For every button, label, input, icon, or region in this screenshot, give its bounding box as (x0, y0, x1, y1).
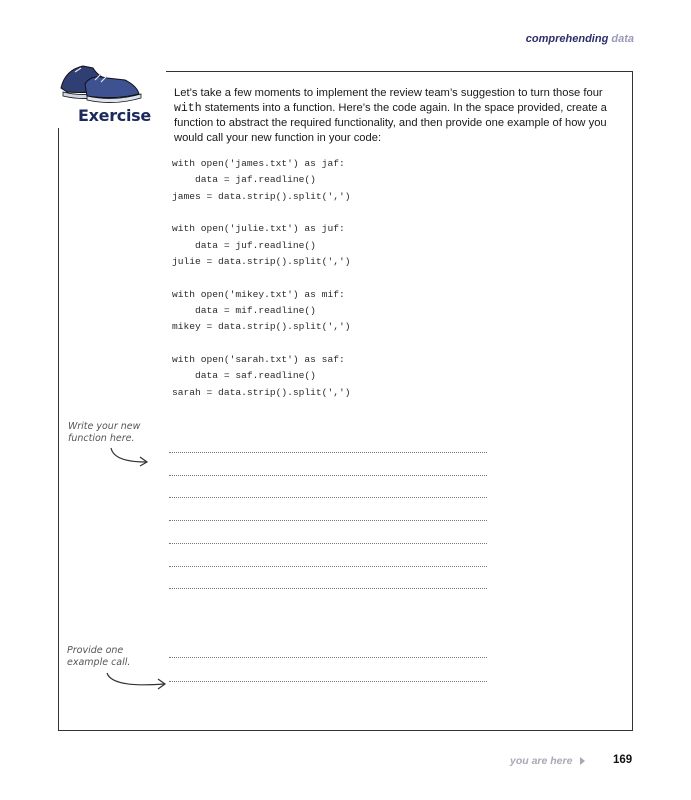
answer-line[interactable] (169, 543, 487, 544)
instructions-code-word: with (174, 102, 202, 115)
instructions-part-1: Let’s take a few moments to implement the review team’s suggestion to turn those four (174, 87, 603, 99)
answer-line[interactable] (169, 452, 487, 453)
answer-line[interactable] (169, 520, 487, 521)
example-call-line[interactable] (169, 657, 487, 658)
code-line: data = mif.readline() (172, 305, 316, 317)
answer-line[interactable] (169, 566, 487, 567)
page-number: 169 (613, 754, 633, 766)
code-line: with open('james.txt') as jaf: (172, 158, 345, 169)
function-note-line-1: Write your new (68, 421, 141, 432)
chapter-header-bold: comprehending (525, 33, 609, 45)
code-line: mikey = data.strip().split(',') (172, 321, 351, 333)
exercise-label: Exercise (78, 106, 151, 125)
code-line: with open('mikey.txt') as mif: (172, 288, 345, 300)
curved-arrow-icon (104, 670, 170, 692)
function-note-line-2: function here. (68, 433, 135, 444)
you-are-here-label: you are here (510, 755, 573, 767)
example-call-note (67, 645, 130, 669)
code-line: julie = data.strip().split(',') (172, 255, 351, 267)
right-triangle-icon (580, 757, 585, 765)
instructions-part-2: statements into a function. Here’s the code again. In the space provided, create a function to abstract the required functionality, and then provide one example of how you would call your new function in your code: (174, 102, 607, 144)
code-line: with open('sarah.txt') as saf: (172, 354, 345, 366)
function-note (68, 421, 140, 445)
code-line: sarah = data.strip().split(',') (172, 386, 351, 398)
example-call-note-line-1: Provide one (67, 645, 124, 656)
code-listing (172, 156, 350, 401)
answer-line[interactable] (169, 588, 487, 589)
code-line: data = saf.readline() (172, 370, 316, 382)
chapter-header (526, 33, 634, 45)
answer-line[interactable] (169, 475, 487, 476)
example-call-note-line-2: example call. (67, 657, 131, 668)
answer-line[interactable] (169, 497, 487, 498)
code-line: james = data.strip().split(',') (172, 190, 351, 202)
code-line: with open('julie.txt') as juf: (172, 223, 345, 235)
running-shoes-icon (55, 58, 145, 108)
chapter-header-light: data (611, 33, 634, 45)
code-line: data = jaf.readline() (172, 174, 316, 186)
exercise-instructions (174, 86, 619, 146)
code-line: data = juf.readline() (172, 239, 316, 251)
example-call-line[interactable] (169, 681, 487, 682)
curved-arrow-icon (108, 446, 152, 470)
